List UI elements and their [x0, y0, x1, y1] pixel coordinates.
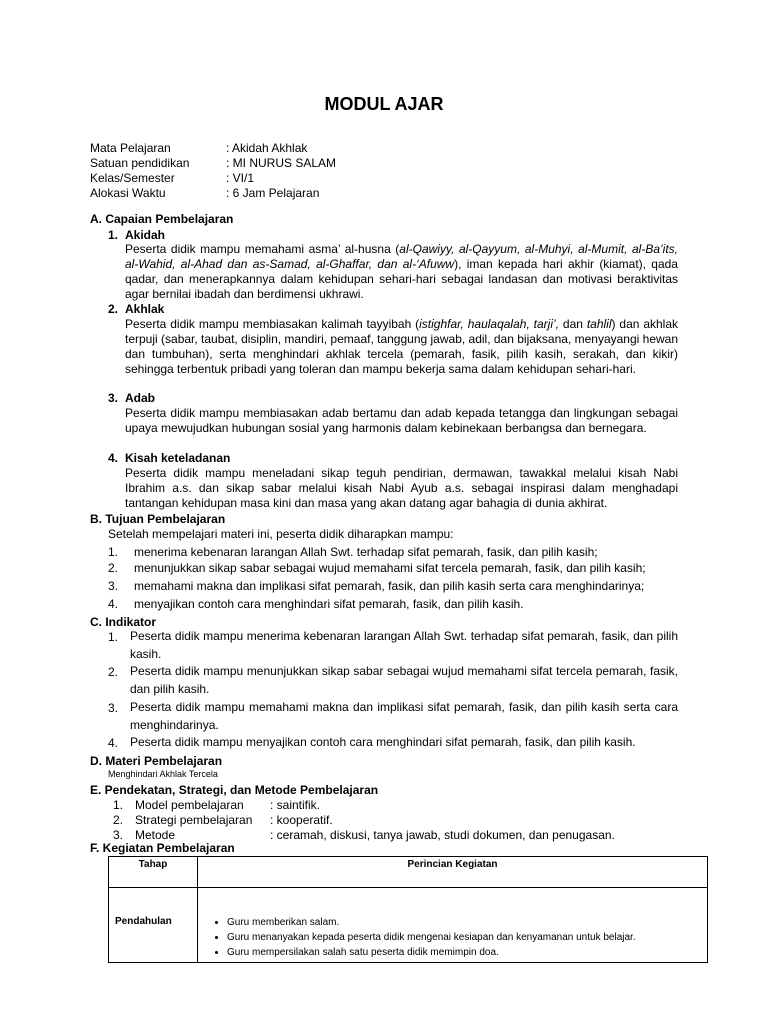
akidah-paragraph — [125, 242, 678, 302]
indikator-item: Peserta didik mampu menerima kebenaran larangan Allah Swt. terhadap sifat pemarah, fasik, dan pilih kasih. — [130, 629, 678, 661]
tujuan-item: menerima kebenaran larangan Allah Swt. terhadap sifat pemarah, fasik, dan pilih kasih; — [134, 545, 598, 559]
rincian-list — [204, 915, 701, 960]
subsection-number: 2. — [108, 302, 119, 316]
list-number: 3. — [108, 579, 119, 593]
identity-value: : 6 Jam Pelajaran — [226, 186, 320, 200]
akhlak-paragraph — [125, 317, 678, 377]
section-e-heading: E. Pendekatan, Strategi, dan Metode Pembelajaran — [90, 783, 379, 797]
kisah-paragraph: Peserta didik mampu meneladani sikap teguh pendirian, dermawan, tawakkal melalui kisah Nabi Ibrahim a.s. dan sikap sabar melalui kisah Nabi Ayub a.s. sebagai inspirasi dalam menghadapi tantangan kehidupan masa kini dan masa yang akan datang agar bahagia di dunia akhirat. — [125, 466, 678, 510]
section-f-heading: F. Kegiatan Pembelajaran — [90, 841, 235, 855]
list-number: 3. — [113, 828, 124, 842]
subsection-adab-title: Adab — [125, 391, 155, 405]
identity-label: Alokasi Waktu — [90, 186, 166, 200]
list-item: • Guru menanyakan kepada peserta didik mengenai kesiapan dan kenyamanan untuk belajar. — [227, 930, 701, 945]
subsection-number: 4. — [108, 451, 119, 465]
akidah-text: Peserta didik mampu memahami asma’ al-husna ( — [125, 242, 400, 256]
kegiatan-table — [108, 856, 708, 963]
list-item: • Guru memberikan salam. — [227, 915, 701, 930]
table-header-row — [109, 857, 708, 888]
list-number: 1. — [108, 630, 119, 644]
rincian-cell — [198, 888, 708, 963]
subsection-akidah-title: Akidah — [125, 228, 166, 242]
subsection-number: 1. — [108, 228, 119, 242]
list-number: 2. — [108, 665, 119, 679]
list-number: 4. — [108, 736, 119, 750]
list-number: 2. — [108, 561, 119, 575]
identity-value: : VI/1 — [226, 171, 255, 185]
subsection-akhlak-title: Akhlak — [125, 302, 165, 316]
metode-label: Strategi pembelajaran — [135, 813, 253, 827]
identity-value: : Akidah Akhlak — [226, 141, 308, 155]
indikator-item: Peserta didik mampu menyajikan contoh cara menghindari sifat pemarah, fasik, dan pilih kasih. — [130, 735, 636, 749]
akhlak-text: dan — [559, 317, 587, 331]
section-a-heading: A. Capaian Pembelajaran — [90, 212, 234, 226]
section-c-heading: C. Indikator — [90, 615, 157, 629]
section-d-heading: D. Materi Pembelajaran — [90, 754, 223, 768]
table-row — [109, 888, 708, 963]
akhlak-italic: istighfar, haulaqalah, tarji’, — [419, 317, 560, 331]
column-header-rincian: Perincian Kegiatan — [198, 857, 708, 888]
identity-value: : MI NURUS SALAM — [226, 156, 337, 170]
subsection-number: 3. — [108, 391, 119, 405]
list-item: • Guru mempersilakan salah satu peserta didik memimpin doa. — [227, 945, 701, 960]
page-title: MODUL AJAR — [324, 94, 444, 114]
identity-label: Satuan pendidikan — [90, 156, 190, 170]
list-number: 4. — [108, 597, 119, 611]
subsection-kisah-title: Kisah keteladanan — [125, 451, 231, 465]
list-number: 1. — [108, 545, 119, 559]
metode-value: : ceramah, diskusi, tanya jawab, studi dokumen, dan penugasan. — [270, 828, 615, 842]
adab-paragraph: Peserta didik mampu membiasakan adab bertamu dan adab kepada tetangga dan lingkungan sebagai upaya mewujudkan hubungan sosial yang harmonis dalam kebinekaan berbangsa dan bernegara. — [125, 406, 678, 435]
akidah-italic: al-Qawiyy, al-Qayyum, al-Muhyi, al-Mumit, al-Ba’its, al-Wahid, al-Ahad dan as-Samad, al-Ghaffar, dan al-‘Afuww — [125, 242, 678, 271]
tujuan-item: menyajikan contoh cara menghindari sifat pemarah, fasik, dan pilih kasih. — [134, 597, 524, 611]
section-b-heading: B. Tujuan Pembelajaran — [90, 512, 226, 526]
akhlak-text: Peserta didik mampu membiasakan kalimah tayyibah ( — [125, 317, 420, 331]
tujuan-item: menunjukkan sikap sabar sebagai wujud memahami sifat tercela pemarah, fasik, dan pilih kasih; — [134, 561, 646, 575]
metode-label: Metode — [135, 828, 176, 842]
materi-text: Menghindari Akhlak Tercela — [108, 769, 218, 779]
metode-value: : kooperatif. — [270, 813, 333, 827]
tujuan-item: memahami makna dan implikasi sifat pemarah, fasik, dan pilih kasih serta cara menghindarinya; — [134, 579, 645, 593]
akhlak-text: ) dan akhlak terpuji (sabar, taubat, disiplin, mandiri, pemaaf, tanggung jawab, adil, dan bijaksana, menyayangi hewan dan tumbuhan), serta menghindari akhlak tercela (pemarah, fasik, pilih kasih, serakah, dan kikir) sehingga terbentuk pribadi yang toleran dan mampu bekerja sama dalam kehidupan sehari-hari. — [125, 317, 679, 376]
akidah-text: ), iman kepada hari akhir (kiamat), qada qadar, dan menerapkannya dalam kehidupan sehari-hari sebagai landasan dan motivasi beraktivitas agar bernilai ibadah dan berdimensi ukhrawi. — [125, 257, 678, 301]
identity-label: Mata Pelajaran — [90, 141, 171, 155]
list-number: 3. — [108, 701, 119, 715]
identity-label: Kelas/Semester — [90, 171, 175, 185]
tahap-cell: Pendahulan — [109, 888, 198, 963]
list-number: 2. — [113, 813, 124, 827]
metode-value: : saintifik. — [270, 798, 321, 812]
indikator-item: Peserta didik mampu menunjukkan sikap sabar sebagai wujud memahami sifat tercela pemarah, fasik, dan pilih kasih. — [130, 664, 678, 696]
indikator-item: Peserta didik mampu memahami makna dan implikasi sifat pemarah, fasik, dan pilih kasih serta cara menghindarinya. — [130, 700, 678, 732]
tujuan-intro: Setelah mempelajari materi ini, peserta didik diharapkan mampu: — [108, 527, 454, 541]
akhlak-italic: tahlil — [586, 317, 612, 331]
metode-label: Model pembelajaran — [135, 798, 244, 812]
list-number: 1. — [113, 798, 124, 812]
column-header-tahap: Tahap — [109, 857, 198, 888]
